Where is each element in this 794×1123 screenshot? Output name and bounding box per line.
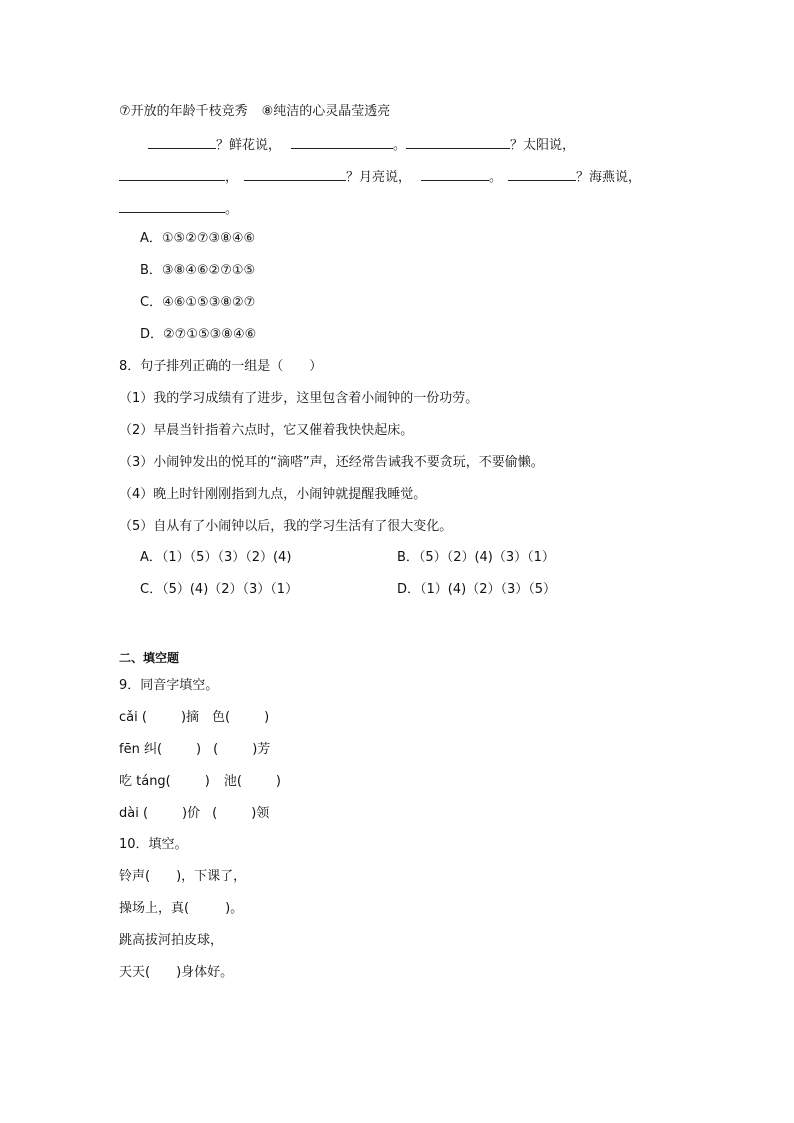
q10-line-3: 跳高拔河拍皮球， — [119, 933, 224, 948]
option-c[interactable]: C．④⑥①⑤③⑧②⑦ — [140, 295, 256, 310]
blank[interactable] — [291, 134, 393, 149]
q8-option-c[interactable]: C．（5）(4)（2）（3）（1） — [140, 582, 299, 597]
sentence-3: （3）小闹钟发出的悦耳的“滴嗒”声，还经常告诫我不要贪玩，不要偷懒。 — [119, 455, 544, 470]
item-list-line — [119, 102, 390, 122]
q10-line-2: 操场上，真( )。 — [119, 901, 244, 916]
sentence-1: （1）我的学习成绩有了进步，这里包含着小闹钟的一份功劳。 — [119, 391, 479, 406]
question-10-stem: 10．填空。 — [119, 837, 188, 852]
question-9-stem: 9．同音字填空。 — [119, 678, 219, 693]
q8-option-a[interactable]: A．（1）（5）（3）（2）(4) — [140, 550, 292, 565]
option-b[interactable]: B．③⑧④⑥②⑦①⑤ — [140, 263, 256, 278]
fill-line-1: ？鲜花说， 。 ？太阳说， — [148, 134, 575, 156]
fill-line-3: 。 — [119, 198, 238, 220]
item-8: ⑧纯洁的心灵晶莹透亮 — [261, 104, 391, 119]
q10-line-1: 铃声( )，下课了， — [119, 869, 247, 884]
q9-row-3: 吃 táng( ) 池( ) — [119, 774, 281, 789]
q8-option-d[interactable]: D．（1）(4)（2）（3）（5） — [397, 582, 557, 597]
blank[interactable] — [406, 134, 510, 149]
q9-row-2: fēn 纠( ) ( )芳 — [119, 742, 271, 757]
q9-row-4: dài ( )价 ( )领 — [119, 806, 270, 821]
sentence-5: （5）自从有了小闹钟以后，我的学习生活有了很大变化。 — [119, 519, 453, 534]
sentence-2: （2）早晨当针指着六点时，它又催着我快快起床。 — [119, 423, 414, 438]
q8-option-b[interactable]: B．（5）（2）(4)（3）（1） — [397, 550, 555, 565]
question-8-stem: 8．句子排列正确的一组是（ ） — [119, 359, 323, 374]
blank[interactable] — [119, 166, 225, 181]
blank[interactable] — [119, 198, 225, 213]
fill-line-2: ， ？月亮说， 。 ？海燕说， — [119, 166, 641, 188]
blank[interactable] — [148, 134, 216, 149]
blank[interactable] — [244, 166, 346, 181]
option-d[interactable]: D．②⑦①⑤③⑧④⑥ — [140, 327, 257, 342]
q9-row-1: cǎi ( )摘 色( ) — [119, 710, 270, 725]
item-7: ⑦开放的年龄千枝竞秀 — [119, 104, 248, 119]
option-a[interactable]: A．①⑤②⑦③⑧④⑥ — [140, 231, 256, 246]
blank[interactable] — [421, 166, 489, 181]
blank[interactable] — [508, 166, 576, 181]
sentence-4: （4）晚上时针刚刚指到九点，小闹钟就提醒我睡觉。 — [119, 487, 427, 502]
q10-line-4: 天天( )身体好。 — [119, 965, 234, 980]
section-title: 二、填空题 — [119, 651, 180, 665]
